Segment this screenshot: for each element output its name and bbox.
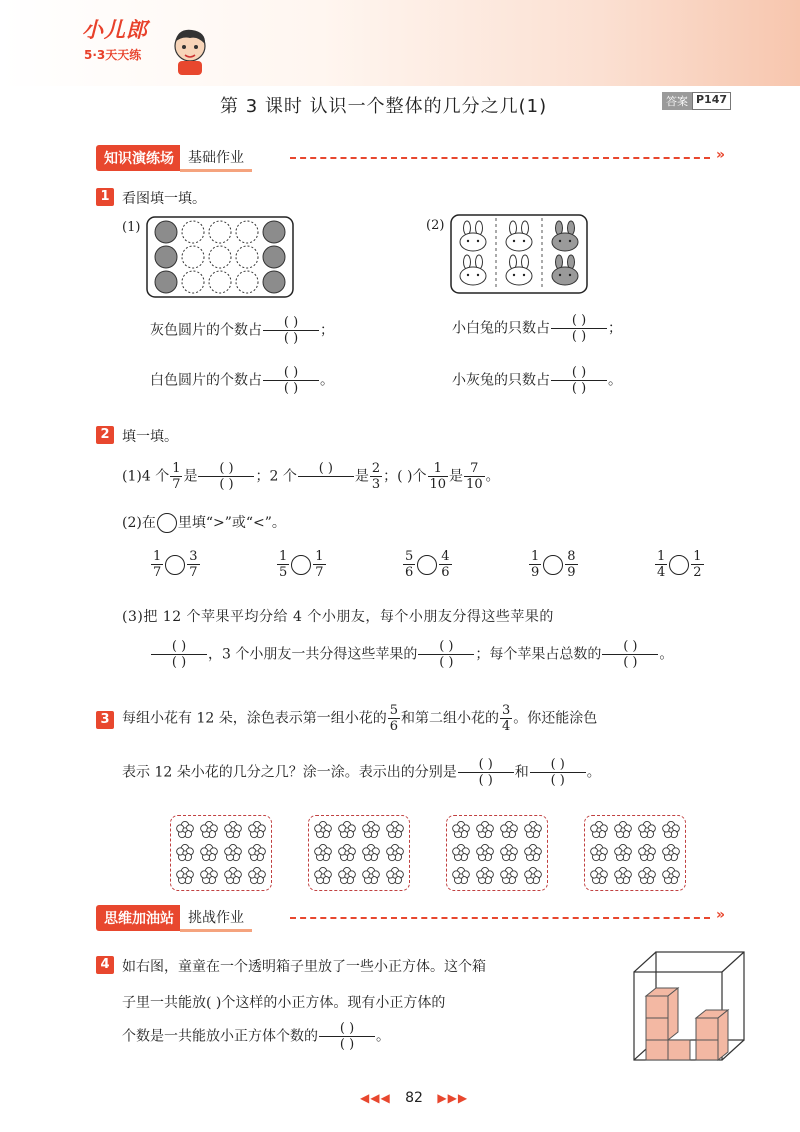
- compare-item[interactable]: $\frac{1}{5}$ $\frac{1}{7}$: [279, 549, 324, 580]
- q2-part3-line2: $\frac{( )}{( )}$ ，3 个小朋友一共分得这些苹果的 $\frac{( )}{( )}$ ；每个苹果占总数的 $\frac{( )}{( )}$ 。: [150, 640, 673, 669]
- flower-icon: [477, 867, 494, 883]
- q4-line2: 子里一共能放( )个这样的小正方体。现有小正方体的: [122, 995, 446, 1011]
- q4-line3: 个数是一共能放小正方体个数的 $\frac{( )}{( )}$ 。: [122, 1021, 390, 1052]
- rabbit-grid: [450, 214, 588, 294]
- question-number: 3: [96, 711, 114, 729]
- flower-group-1[interactable]: [170, 815, 272, 891]
- compare-item[interactable]: $\frac{1}{7}$ $\frac{3}{7}$: [153, 549, 198, 580]
- compare-circle-icon: [669, 555, 689, 575]
- flower-icon: [501, 844, 518, 860]
- flower-group-3[interactable]: [446, 815, 548, 891]
- brand-logo: 小儿郎: [82, 18, 148, 42]
- flower-icon: [591, 844, 608, 860]
- white-disc: [209, 221, 231, 243]
- flower-icon: [201, 867, 218, 883]
- flower-icon: [387, 867, 404, 883]
- flower-icon: [201, 844, 218, 860]
- part-label: (1): [122, 220, 141, 235]
- flower-icon: [363, 821, 380, 837]
- gray-disc: [155, 246, 177, 268]
- white-disc: [236, 271, 258, 293]
- flower-icon: [663, 844, 680, 860]
- flower-icon: [249, 844, 266, 860]
- gray-disc: [263, 271, 285, 293]
- flower-icon: [615, 867, 632, 883]
- flower-group-4[interactable]: [584, 815, 686, 891]
- page-footer: [360, 1090, 468, 1106]
- compare-circle-icon: [157, 513, 177, 533]
- lesson-title: 第 3 课时 认识一个整体的几分之几(1): [220, 96, 548, 117]
- q2-part2-instruction: (2)在 里填“>”或“<”。: [122, 515, 286, 531]
- flower-icon: [477, 821, 494, 837]
- white-disc: [236, 246, 258, 268]
- white-disc: [236, 221, 258, 243]
- flower-icon: [453, 867, 470, 883]
- compare-item[interactable]: $\frac{1}{9}$ $\frac{8}{9}$: [531, 549, 576, 580]
- flower-icon: [201, 821, 218, 837]
- q4-line1: 如右图，童童在一个透明箱子里放了一些小正方体。这个箱: [122, 959, 486, 975]
- flower-icon: [639, 844, 656, 860]
- question-number: 4: [96, 956, 114, 974]
- gray-disc: [155, 271, 177, 293]
- flower-group-2[interactable]: [308, 815, 410, 891]
- flower-icon: [615, 821, 632, 837]
- compare-item[interactable]: $\frac{1}{4}$ $\frac{1}{2}$: [657, 549, 702, 580]
- section-header-basic: [96, 146, 252, 170]
- white-disc: [182, 221, 204, 243]
- part-label: (2): [426, 218, 445, 233]
- flower-icon: [315, 867, 332, 883]
- flower-icon: [225, 844, 242, 860]
- white-disc: [209, 271, 231, 293]
- flower-icon: [591, 867, 608, 883]
- flower-icon: [339, 844, 356, 860]
- next-page-icon: ▶▶▶: [437, 1091, 469, 1105]
- section-sublabel: 基础作业: [180, 145, 252, 172]
- disc-grid: [146, 216, 294, 298]
- section-sublabel: 挑战作业: [180, 905, 252, 932]
- white-disc: [182, 246, 204, 268]
- chevron-right-icon: »: [716, 147, 726, 163]
- flower-icon: [315, 821, 332, 837]
- flower-icon: [525, 821, 542, 837]
- flower-icon: [525, 844, 542, 860]
- gray-disc: [263, 221, 285, 243]
- section-divider: [290, 157, 710, 159]
- flower-icon: [453, 821, 470, 837]
- flower-icon: [663, 867, 680, 883]
- flower-icon: [225, 867, 242, 883]
- flower-icon: [339, 867, 356, 883]
- flower-icon: [177, 867, 194, 883]
- question-number: 1: [96, 188, 114, 206]
- section-divider: [290, 917, 710, 919]
- flower-icon: [225, 821, 242, 837]
- flower-icon: [315, 844, 332, 860]
- gray-disc: [155, 221, 177, 243]
- flower-icon: [663, 821, 680, 837]
- compare-item[interactable]: $\frac{5}{6}$ $\frac{4}{6}$: [405, 549, 450, 580]
- flower-icon: [639, 821, 656, 837]
- flower-icon: [615, 844, 632, 860]
- answer-ref[interactable]: [662, 92, 731, 110]
- flower-icon: [501, 867, 518, 883]
- section-label: 思维加油站: [96, 905, 180, 931]
- flower-icon: [177, 844, 194, 860]
- q3-line2: 表示 12 朵小花的几分之几？涂一涂。表示出的分别是 $\frac{( )}{( )}$ 和 $\frac{( )}{( )}$ 。: [122, 757, 601, 788]
- compare-circle-icon: [417, 555, 437, 575]
- answer-label: 答案: [662, 92, 692, 110]
- flower-icon: [177, 821, 194, 837]
- flower-icon: [387, 821, 404, 837]
- page-number: 82: [405, 1090, 423, 1106]
- transparent-box-figure: [630, 948, 748, 1066]
- compare-row: [150, 550, 780, 579]
- flower-icon: [249, 867, 266, 883]
- flower-icon: [363, 844, 380, 860]
- prev-page-icon: ◀◀◀: [360, 1091, 391, 1105]
- mascot-icon: [168, 26, 212, 76]
- compare-circle-icon: [543, 555, 563, 575]
- flower-icon: [363, 867, 380, 883]
- white-disc-line: 白色圆片的个数占 $\frac{( )}{( )}$ 。: [150, 365, 334, 396]
- section-header-challenge: [96, 906, 252, 930]
- white-rabbit-line: 小白兔的只数占 $\frac{( )}{( )}$ ；: [452, 313, 622, 344]
- chevron-right-icon: »: [716, 907, 726, 923]
- flower-icon: [591, 821, 608, 837]
- flower-icon: [639, 867, 656, 883]
- gray-rabbit-line: 小灰兔的只数占 $\frac{( )}{( )}$ 。: [452, 365, 622, 396]
- flower-icon: [249, 821, 266, 837]
- gray-disc-line: 灰色圆片的个数占 $\frac{( )}{( )}$ ；: [150, 315, 334, 346]
- flower-icon: [477, 844, 494, 860]
- q2-part3-line1: (3)把 12 个苹果平均分给 4 个小朋友，每个小朋友分得这些苹果的: [122, 609, 554, 625]
- question-number: 2: [96, 426, 114, 444]
- question-stem: 填一填。: [122, 429, 178, 445]
- compare-circle-icon: [291, 555, 311, 575]
- q3-line1: 每组小花有 12 朵，涂色表示第一组小花的 $\frac{5}{6}$ 和第二组小花的 $\frac{3}{4}$ 。你还能涂色: [122, 703, 598, 734]
- white-disc: [182, 271, 204, 293]
- flower-icon: [501, 821, 518, 837]
- gray-disc: [263, 246, 285, 268]
- compare-circle-icon: [165, 555, 185, 575]
- answer-page: P147: [692, 92, 731, 110]
- white-disc: [209, 246, 231, 268]
- section-label: 知识演练场: [96, 145, 180, 171]
- flower-icon: [525, 867, 542, 883]
- q2-part1: (1)4 个 $\frac{1}{7}$ 是 $\frac{( )}{( )}$ ；2 个 ( ) 是 $\frac{2}{3}$ ；( )个 $\frac{1}{10}$ 是 $\frac{7}{10}$ 。: [122, 461, 500, 492]
- flower-icon: [453, 844, 470, 860]
- brand-subtitle: 5·3天天练: [84, 48, 142, 62]
- flower-icon: [339, 821, 356, 837]
- flower-icon: [387, 844, 404, 860]
- question-stem: 看图填一填。: [122, 191, 206, 207]
